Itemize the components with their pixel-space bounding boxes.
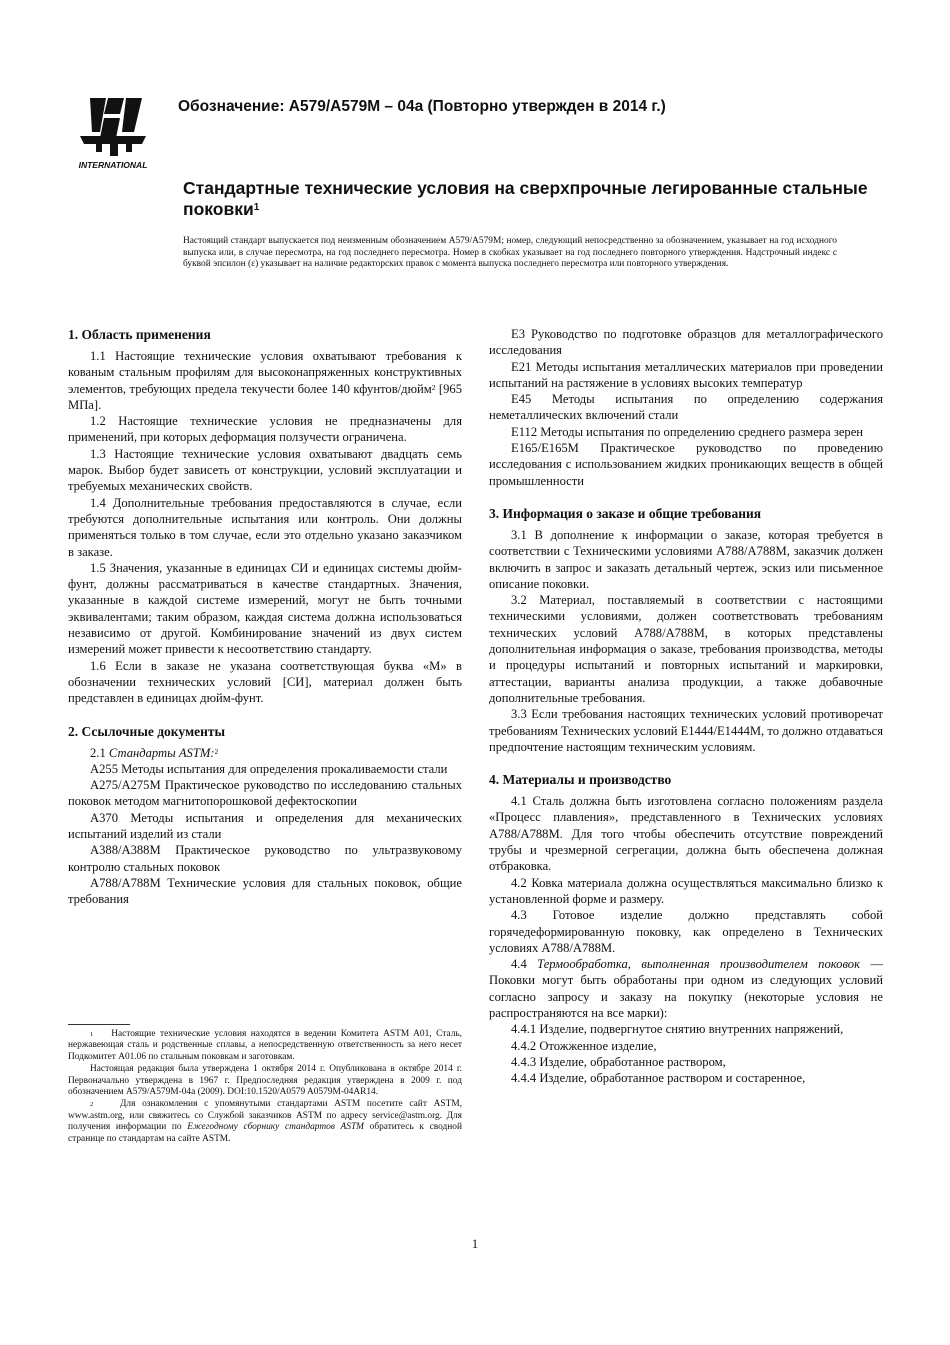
title-footnote-mark: 1 [253, 202, 260, 213]
footnotes [68, 1024, 462, 1146]
paragraph-4-4-2: 4.4.2 Отожженное изделие, [511, 1038, 657, 1053]
paragraph-4-4-4: 4.4.4 Изделие, обработанное раствором и состаренное, [511, 1071, 806, 1086]
paragraph-1-2: 1.2 Настоящие технические условия не предназначены для применений, при которых деформация ползучести ограничена. [68, 414, 462, 445]
footnote-2: $^2$ Для ознакомления с упомянутыми стандартами ASTM посетите сайт ASTM, www.astm.org, или свяжитесь со Службой заказчиков ASTM по адресу service@astm.org. Для получения информации по Ежегодному сборнику стандартов ASTM обратитесь к сводной странице по стандартам на сайте ASTM. [68, 1099, 463, 1144]
paragraph-4-1: 4.1 Сталь должна быть изготовлена согласно положениям раздела «Процесс плавления», представленного в Технических условиях A788/A788M. Для того чтобы обеспечить отсутствие повреждений трубы и чрезмерной сегрегации, должна быть обеспечена должная отбраковка. [489, 794, 883, 874]
reference-item: A788/A788M Технические условия для стальных поковок, общие требования [68, 875, 462, 907]
paragraph-3-3: 3.3 Если требования настоящих технических условий противоречат требованиям Технических условий E1444/E1444M, то должно отдаваться предпочтение настоящим техническим условиям. [489, 707, 883, 754]
paragraph-4-4: 4.4 Термообработка, выполненная производителем поковок — Поковки могут быть обработаны при одном из следующих условий согласно запросу и заказу на покупку (некоторые условия не распространяются на все марки): [489, 957, 883, 1020]
document-designation: Обозначение: A579/A579M – 04a (Повторно утвержден в 2014 г.) [178, 98, 666, 115]
paragraph-1-3: 1.3 Настоящие технические условия охватывают двадцать семь марок. Выбор будет зависеть от конструкции, условий эксплуатации и требуемых механических свойств. [68, 446, 462, 494]
footnote-1-continued: Настоящая редакция была утверждена 1 октября 2014 г. Опубликована в октябре 2014 г. Первоначально утверждена в 1967 г. Предпоследняя редакция утверждена в 2009 г. под обозначением A579/A579M-04a (2009). DOI:10.1520/A0579 A0579M-04AR14. [68, 1064, 462, 1098]
paragraph-2-1: 2.1 Стандарты ASTM:$^2$ [90, 745, 219, 760]
paragraph-3-2: 3.2 Материал, поставляемый в соответствии с настоящими техническими условиями, должен соответствовать требованиям технических условий A788/A788M, в которых представлены дополнительная информация о заказе, требования производства, методы и процедуры испытаний и повторных испытаний и маркировки, аттестации, варианты анализа продукции, а также добавочные дополнительные требования. [489, 593, 883, 705]
reference-item: A388/A388M Практическое руководство по ультразвуковому контролю стальных поковок [68, 843, 462, 874]
paragraph-4-3: 4.3 Готовое изделие должно представлять собой горячедеформированную поковку, как определено в Технических условиях A788/A788M. [489, 908, 883, 955]
right-column [489, 326, 883, 1086]
reference-item: E21 Методы испытания металлических материалов при проведении испытаний на растяжение в условиях высоких температур [489, 359, 883, 390]
paragraph-1-6: 1.6 Если в заказе не указана соответствующая буква «М» в обозначении технических условий [СИ], материал должен быть представлен в единицах дюйм-фунт. [68, 658, 462, 706]
reference-item: A275/A275M Практическое руководство по исследованию стальных поковок методом магнитопорошковой дефектоскопии [68, 778, 462, 809]
section-1-heading: 1. Область применения [68, 327, 211, 342]
astm-logo-icon [70, 92, 156, 170]
footnote-divider [68, 1024, 130, 1025]
standard-notice: Настоящий стандарт выпускается под неизменным обозначением A579/A579M; номер, следующий непосредственно за обозначением, указывает на год исходного выпуска или, в случае пересмотра, на год последнего пересмотра. Номер в скобках указывает на год последнего повторного утверждения. Надстрочный индекс с буквой эпсилон (ε) указывает на наличие редакторских правок с момента выпуска последнего пересмотра или повторного утверждения. [183, 236, 837, 269]
paragraph-4-4-3: 4.4.3 Изделие, обработанное раствором, [511, 1054, 726, 1069]
reference-item: E112 Методы испытания по определению среднего размера зерен [511, 424, 864, 439]
left-column [68, 326, 462, 908]
page-number: 1 [471, 1237, 479, 1251]
reference-item: E45 Методы испытания по определению содержания неметаллических включений стали [489, 392, 883, 423]
paragraph-4-4-1: 4.4.1 Изделие, подвергнутое снятию внутренних напряжений, [511, 1022, 844, 1037]
document-title [183, 178, 883, 220]
title-text: Стандартные технические условия на сверхпрочные легированные стальные поковки [183, 178, 868, 219]
footnote-1: $^1$ Настоящие технические условия находятся в ведении Комитета ASTM A01, Сталь, нержавеющая сталь и родственные сплавы, а непосредственную ответственность за него несет Подкомитет A01.06 по стальным поковкам и заготовкам. [68, 1029, 462, 1062]
reference-item: E3 Руководство по подготовке образцов для металлографического исследования [489, 327, 883, 358]
footnote-ref-2: 2 [431, 382, 436, 392]
section-3-heading: 3. Информация о заказе и общие требования [489, 505, 762, 521]
paragraph-1-1: 1.1 Настоящие технические условия охватывают требования к кованым стальным профилям для высоконапряженных конструктивных элементов, требующих предела текучести более 140 кфунтов/дюйм$^2$ [965 МПа]. [68, 349, 462, 412]
section-4-heading: 4. Материалы и производство [489, 772, 672, 788]
paragraph-4-2: 4.2 Ковка материала должна осуществляться максимально близко к установленной форме и размеру. [489, 875, 883, 906]
section-2-heading: 2. Ссылочные документы [68, 723, 226, 739]
paragraph-3-1: 3.1 В дополнение к информации о заказе, которая требуется в соответствии с Техническими условиями A788/A788M, заказчик должен включить в запрос и заказать детальный чертеж, эскиз или письменное описание поковки. [489, 527, 883, 591]
paragraph-1-5: 1.5 Значения, указанные в единицах СИ и единицах системы дюйм-фунт, должны рассматриваться в качестве стандартных. Значения, указанные в каждой системе измерений, могут не быть точными эквивалентами; таким образом, каждая система должна использоваться независимо от другой. Комбинирование значений из двух систем измерений может привести к несоответствию стандарту. [68, 560, 462, 657]
reference-item: E165/E165M Практическое руководство по проведению исследования с использованием жидких проникающих веществ в общей промышленности [489, 441, 883, 488]
paragraph-1-4: 1.4 Дополнительные требования предоставляются в случае, если требуются дополнительные испытания или контроль. Они должны применяться только в том случае, если это отдельно указано заказчиком в заказе. [68, 495, 462, 559]
reference-item: A255 Методы испытания для определения прокаливаемости стали [90, 761, 448, 776]
reference-item: A370 Методы испытания и определения для механических испытаний изделий из стали [68, 810, 462, 842]
logo-text: INTERNATIONAL [78, 160, 148, 170]
